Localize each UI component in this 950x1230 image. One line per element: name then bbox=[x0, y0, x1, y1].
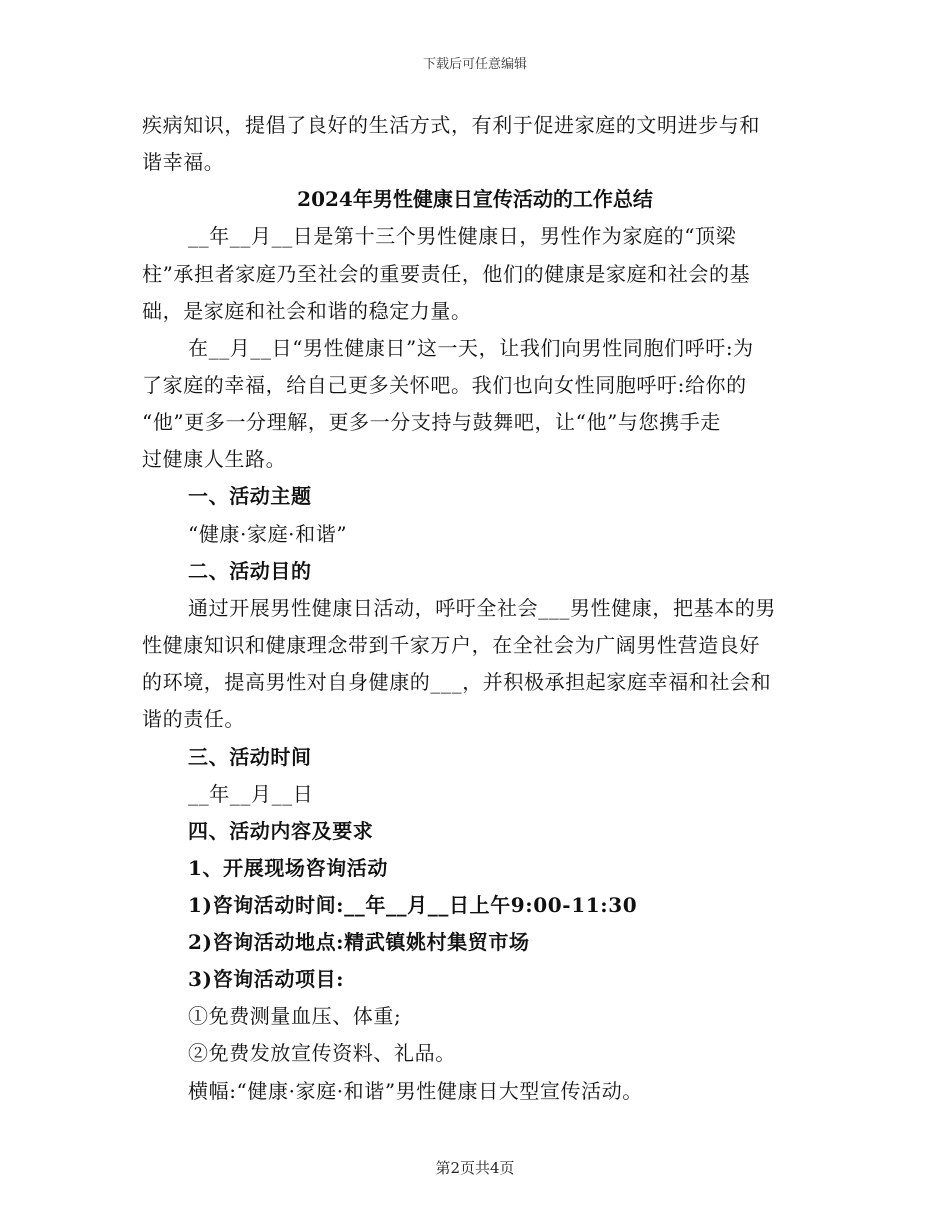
paragraph-line: “他”更多一分理解，更多一分支持与鼓舞吧，让“他”与您携手走 bbox=[142, 410, 721, 434]
page-footer: 第2页共4页 bbox=[435, 1159, 515, 1177]
section-heading: 三、活动时间 bbox=[188, 745, 312, 769]
paragraph-line: 了家庭的幸福，给自己更多关怀吧。我们也向女性同胞呼吁:给你的 bbox=[142, 373, 747, 397]
section-heading: 1)咨询活动时间:__年__月__日上午9:00-11:30 bbox=[188, 893, 638, 917]
section-heading: 二、活动目的 bbox=[188, 559, 312, 583]
paragraph-line: 在__月__日“男性健康日”这一天，让我们向男性同胞们呼吁:为 bbox=[188, 336, 754, 360]
paragraph-line: “健康·家庭·和谐” bbox=[188, 522, 348, 546]
section-heading: 1、开展现场咨询活动 bbox=[188, 856, 388, 880]
paragraph-line: __年__月__日 bbox=[188, 782, 314, 806]
paragraph-line: 疾病知识，提倡了良好的生活方式，有利于促进家庭的文明进步与和 bbox=[142, 113, 760, 137]
paragraph-line: ①免费测量血压、体重; bbox=[188, 1004, 402, 1028]
paragraph-line: 通过开展男性健康日活动，呼吁全社会___男性健康，把基本的男 bbox=[188, 596, 776, 620]
section-heading: 3)咨询活动项目: bbox=[188, 967, 345, 991]
document-title: 2024年男性健康日宣传活动的工作总结 bbox=[297, 187, 653, 211]
paragraph-line: ②免费发放宣传资料、礼品。 bbox=[188, 1041, 456, 1065]
paragraph-line: 柱”承担者家庭乃至社会的重要责任，他们的健康是家庭和社会的基 bbox=[142, 262, 751, 286]
paragraph-line: __年__月__日是第十三个男性健康日，男性作为家庭的“顶梁 bbox=[188, 224, 737, 248]
page-header: 下载后可任意编辑 bbox=[422, 57, 527, 72]
paragraph-line: 过健康人生路。 bbox=[142, 447, 287, 471]
section-heading: 一、活动主题 bbox=[188, 484, 312, 508]
paragraph-line: 础，是家庭和社会和谐的稳定力量。 bbox=[142, 299, 472, 323]
paragraph-line: 谐幸福。 bbox=[142, 150, 225, 174]
paragraph-line: 横幅:“健康·家庭·和谐”男性健康日大型宣传活动。 bbox=[188, 1079, 643, 1103]
paragraph-line: 的环境，提高男性对自身健康的___，并积极承担起家庭幸福和社会和 bbox=[142, 670, 772, 694]
section-heading: 四、活动内容及要求 bbox=[188, 819, 374, 843]
section-heading: 2)咨询活动地点:精武镇姚村集贸市场 bbox=[188, 930, 530, 954]
paragraph-line: 谐的责任。 bbox=[142, 707, 245, 731]
paragraph-line: 性健康知识和健康理念带到千家万户，在全社会为广阔男性营造良好 bbox=[142, 633, 760, 657]
